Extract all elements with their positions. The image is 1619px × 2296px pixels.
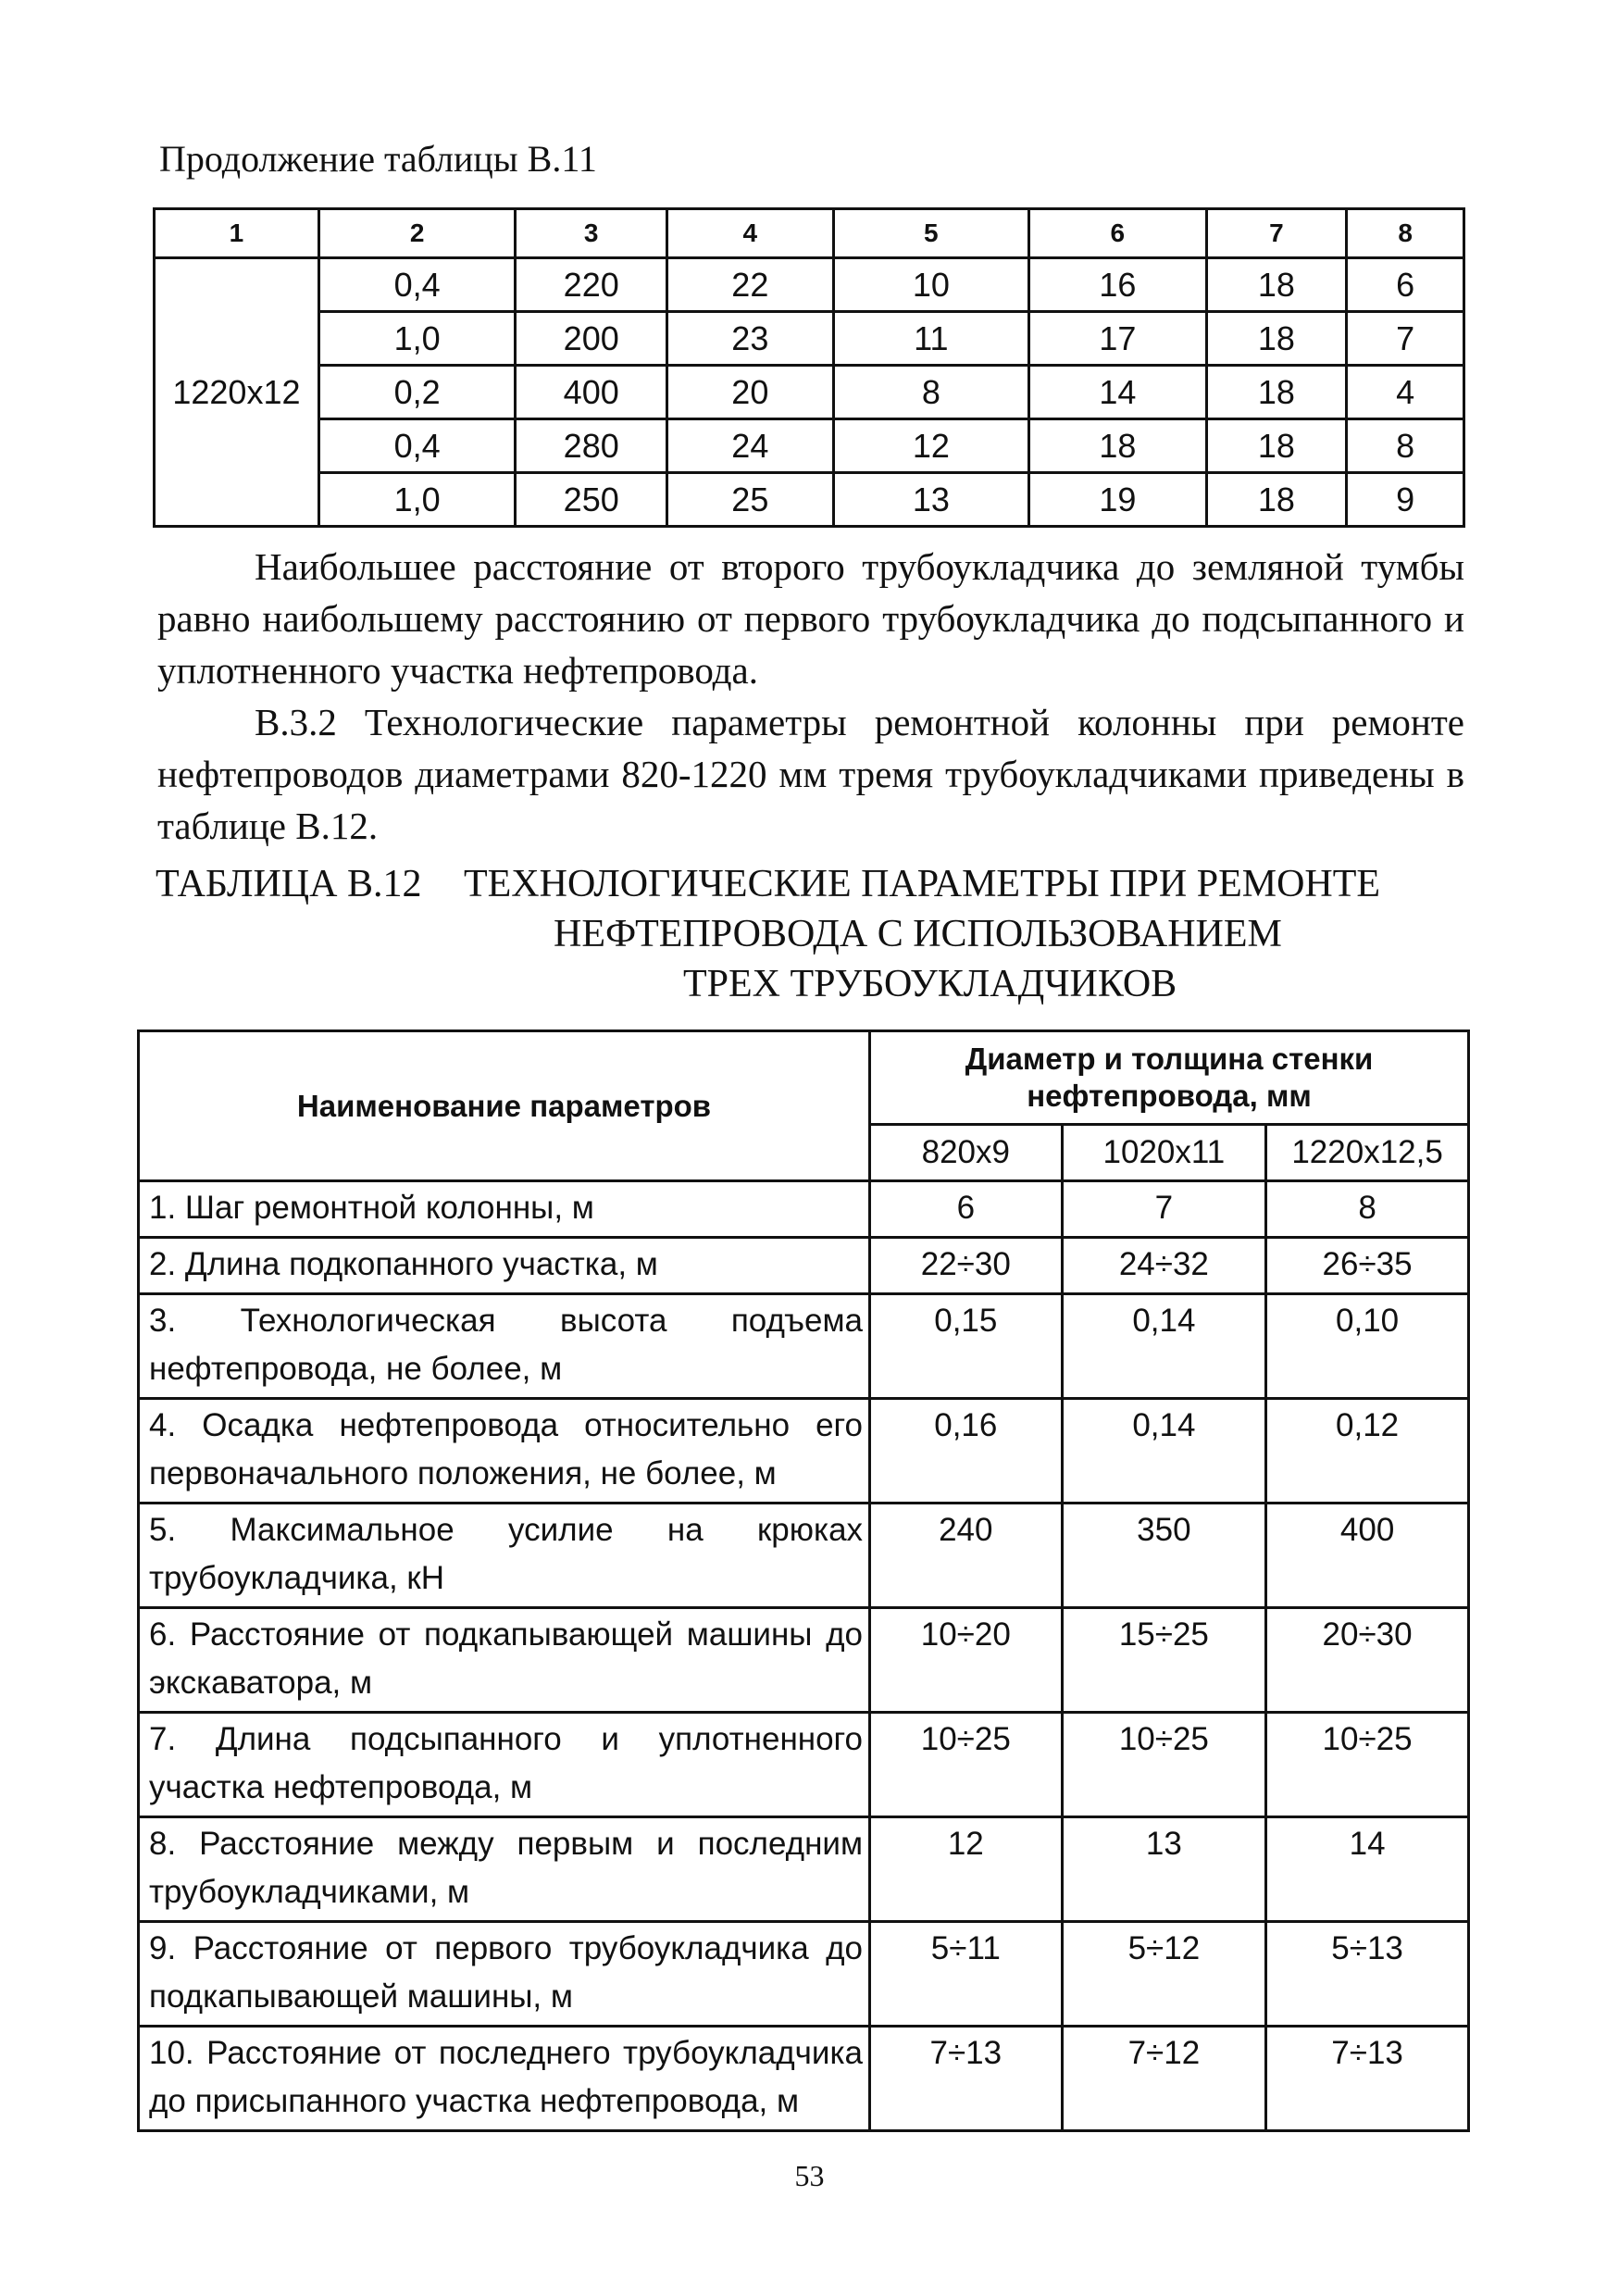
parameter-name: 8. Расстояние между первым и последним трубоукладчиками, м xyxy=(139,1817,870,1922)
table-cell: 1,0 xyxy=(318,473,516,527)
parameter-value: 14 xyxy=(1266,1817,1469,1922)
table-cell: 18 xyxy=(1206,473,1347,527)
parameter-name: 3. Технологическая высота подъема нефтепровода, не более, м xyxy=(139,1294,870,1399)
table-cell: 11 xyxy=(833,312,1028,366)
table-cell: 10 xyxy=(833,258,1028,312)
parameter-value: 10÷25 xyxy=(870,1713,1063,1817)
table-cell: 12 xyxy=(833,419,1028,473)
paragraph: В.3.2 Технологические параметры ремонтной колонны при ремонте нефтепроводов диаметрами 820-1220 мм тремя трубоукладчиками приведены в таблице В.12. xyxy=(157,701,1464,847)
table-cell: 8 xyxy=(1347,419,1464,473)
parameter-value: 0,15 xyxy=(870,1294,1063,1399)
column-number: 5 xyxy=(833,209,1028,258)
table-row xyxy=(155,258,1464,312)
table-cell: 19 xyxy=(1029,473,1207,527)
parameter-value: 13 xyxy=(1062,1817,1266,1922)
parameter-value: 10÷20 xyxy=(870,1608,1063,1713)
parameter-value: 12 xyxy=(870,1817,1063,1922)
table-cell: 0,2 xyxy=(318,366,516,419)
table-cell: 24 xyxy=(667,419,834,473)
body-text xyxy=(157,541,1464,852)
parameter-value: 0,14 xyxy=(1062,1399,1266,1504)
table-row xyxy=(155,312,1464,366)
table-cell: 22 xyxy=(667,258,834,312)
table-cell: 13 xyxy=(833,473,1028,527)
table-cell: 23 xyxy=(667,312,834,366)
parameter-value: 7÷12 xyxy=(1062,2027,1266,2131)
table-cell: 9 xyxy=(1347,473,1464,527)
table-row xyxy=(155,419,1464,473)
table-header-row xyxy=(155,209,1464,258)
parameter-name: 5. Максимальное усилие на крюках трубоукладчика, кН xyxy=(139,1504,870,1608)
parameter-value: 24÷32 xyxy=(1062,1238,1266,1294)
parameter-name: 6. Расстояние от подкапывающей машины до экскаватора, м xyxy=(139,1608,870,1713)
table-cell: 18 xyxy=(1206,258,1347,312)
table-cell: 280 xyxy=(516,419,667,473)
parameter-name: 1. Шаг ремонтной колонны, м xyxy=(139,1181,870,1238)
table-cell: 8 xyxy=(833,366,1028,419)
parameter-value: 7÷13 xyxy=(1266,2027,1469,2131)
parameter-value: 400 xyxy=(1266,1504,1469,1608)
parameter-value: 10÷25 xyxy=(1062,1713,1266,1817)
parameter-value: 10÷25 xyxy=(1266,1713,1469,1817)
diameter-column-header: 820x9 xyxy=(870,1125,1063,1181)
table-title-line: ТРЕХ ТРУБОУКЛАДЧИКОВ xyxy=(683,963,1177,1005)
parameter-value: 0,10 xyxy=(1266,1294,1469,1399)
table-cell: 4 xyxy=(1347,366,1464,419)
table-cell: 0,4 xyxy=(318,258,516,312)
parameter-row xyxy=(139,1238,1469,1294)
table-cell: 25 xyxy=(667,473,834,527)
parameter-row xyxy=(139,1504,1469,1608)
parameter-value: 240 xyxy=(870,1504,1063,1608)
paragraph: Наибольшее расстояние от второго трубоукладчика до земляной тумбы равно наибольшему расстоянию от первого трубоукладчика до подсыпанного и уплотненного участка нефтепровода. xyxy=(157,545,1464,692)
parameter-name-header: Наименование параметров xyxy=(139,1031,870,1181)
table-b12-title xyxy=(156,859,1470,1009)
table-cell: 0,4 xyxy=(318,419,516,473)
table-cell: 18 xyxy=(1206,419,1347,473)
parameter-value: 5÷13 xyxy=(1266,1922,1469,2027)
table-b11-continuation xyxy=(153,207,1465,528)
parameter-row xyxy=(139,1181,1469,1238)
table-cell: 6 xyxy=(1347,258,1464,312)
table-label: ТАБЛИЦА В.12 xyxy=(156,863,422,905)
parameter-value: 5÷12 xyxy=(1062,1922,1266,2027)
parameter-value: 7 xyxy=(1062,1181,1266,1238)
parameter-row xyxy=(139,1713,1469,1817)
parameter-value: 0,14 xyxy=(1062,1294,1266,1399)
table-cell: 7 xyxy=(1347,312,1464,366)
parameter-row xyxy=(139,1922,1469,2027)
parameter-value: 20÷30 xyxy=(1266,1608,1469,1713)
diameter-header: Диаметр и толщина стенки нефтепровода, мм xyxy=(870,1031,1469,1125)
parameter-name: 7. Длина подсыпанного и уплотненного участка нефтепровода, м xyxy=(139,1713,870,1817)
table-cell: 400 xyxy=(516,366,667,419)
parameter-row xyxy=(139,1399,1469,1504)
parameter-value: 6 xyxy=(870,1181,1063,1238)
table-cell: 250 xyxy=(516,473,667,527)
table-row xyxy=(155,366,1464,419)
table-cell: 18 xyxy=(1206,366,1347,419)
table-continuation-caption: Продолжение таблицы В.11 xyxy=(159,138,597,180)
column-number: 8 xyxy=(1347,209,1464,258)
parameter-name: 9. Расстояние от первого трубоукладчика до подкапывающей машины, м xyxy=(139,1922,870,2027)
column-number: 2 xyxy=(318,209,516,258)
diameter-column-header: 1220x12,5 xyxy=(1266,1125,1469,1181)
parameter-row xyxy=(139,1817,1469,1922)
table-row xyxy=(155,473,1464,527)
column-number: 6 xyxy=(1029,209,1207,258)
parameter-value: 8 xyxy=(1266,1181,1469,1238)
table-title-line: НЕФТЕПРОВОДА С ИСПОЛЬЗОВАНИЕМ xyxy=(554,913,1282,955)
page-number: 53 xyxy=(794,2159,825,2192)
parameter-row xyxy=(139,1608,1469,1713)
parameter-value: 0,12 xyxy=(1266,1399,1469,1504)
table-cell: 1,0 xyxy=(318,312,516,366)
column-number: 7 xyxy=(1206,209,1347,258)
pipe-size-cell: 1220x12 xyxy=(155,258,319,527)
parameter-row xyxy=(139,2027,1469,2131)
column-number: 4 xyxy=(667,209,834,258)
column-number: 1 xyxy=(155,209,319,258)
table-cell: 18 xyxy=(1206,312,1347,366)
table-cell: 16 xyxy=(1029,258,1207,312)
table-cell: 200 xyxy=(516,312,667,366)
table-cell: 14 xyxy=(1029,366,1207,419)
diameter-column-header: 1020x11 xyxy=(1062,1125,1266,1181)
table-cell: 20 xyxy=(667,366,834,419)
parameter-value: 0,16 xyxy=(870,1399,1063,1504)
parameter-name: 10. Расстояние от последнего трубоукладчика до присыпанного участка нефтепровода, м xyxy=(139,2027,870,2131)
parameter-value: 7÷13 xyxy=(870,2027,1063,2131)
table-header-row xyxy=(139,1031,1469,1125)
parameter-value: 5÷11 xyxy=(870,1922,1063,2027)
table-cell: 220 xyxy=(516,258,667,312)
parameter-row xyxy=(139,1294,1469,1399)
table-cell: 17 xyxy=(1029,312,1207,366)
column-number: 3 xyxy=(516,209,667,258)
parameter-value: 350 xyxy=(1062,1504,1266,1608)
table-title-line: ТЕХНОЛОГИЧЕСКИЕ ПАРАМЕТРЫ ПРИ РЕМОНТЕ xyxy=(464,863,1381,905)
parameter-value: 15÷25 xyxy=(1062,1608,1266,1713)
table-b12 xyxy=(137,1029,1470,2132)
parameter-name: 4. Осадка нефтепровода относительно его первоначального положения, не более, м xyxy=(139,1399,870,1504)
parameter-name: 2. Длина подкопанного участка, м xyxy=(139,1238,870,1294)
parameter-value: 22÷30 xyxy=(870,1238,1063,1294)
table-cell: 18 xyxy=(1029,419,1207,473)
parameter-value: 26÷35 xyxy=(1266,1238,1469,1294)
